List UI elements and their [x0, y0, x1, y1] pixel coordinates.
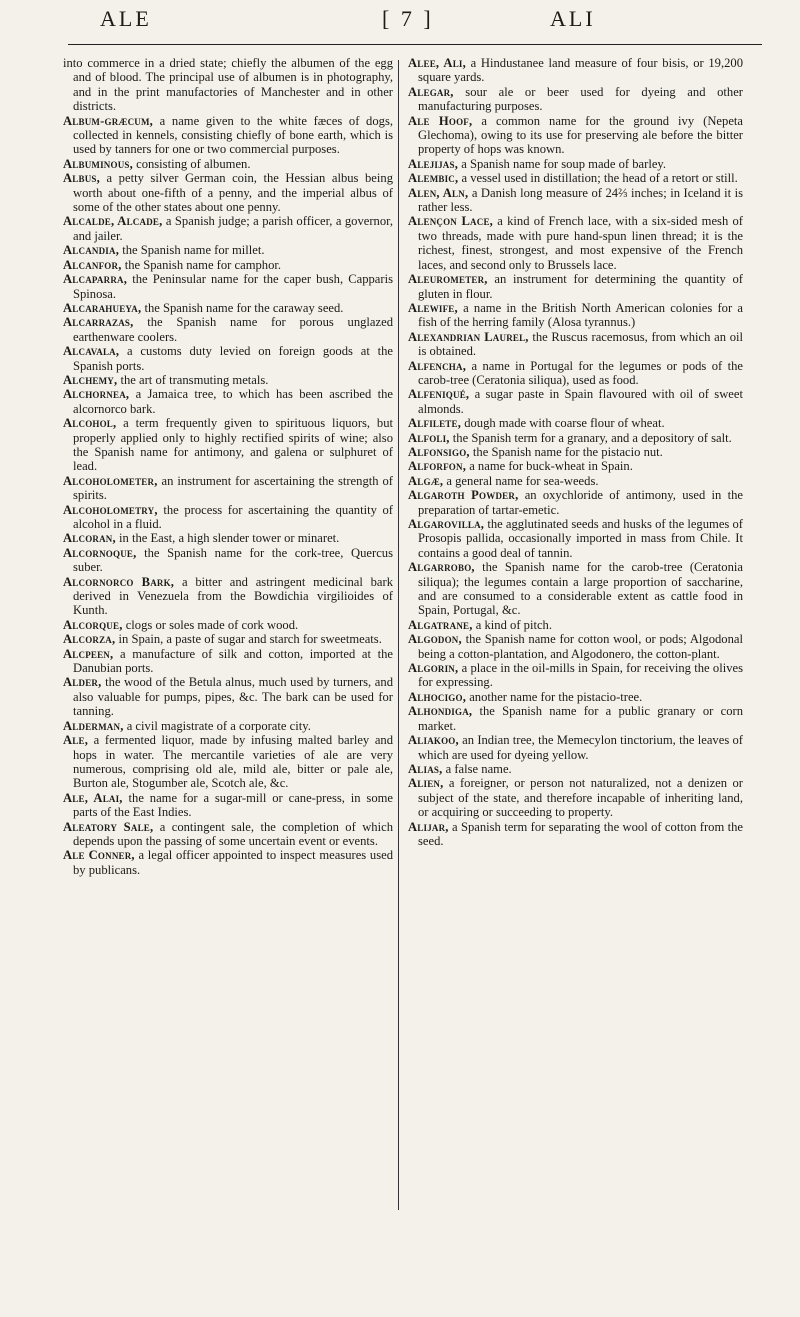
dictionary-entry	[408, 820, 743, 849]
entry-headword: Aleatory Sale,	[63, 819, 154, 834]
entry-headword: Algorin,	[408, 661, 459, 676]
entry-headword: Alembic,	[408, 171, 459, 186]
dictionary-entry	[63, 301, 393, 315]
column-divider	[398, 60, 399, 1210]
entry-headword: Alcoholometry,	[63, 502, 158, 517]
dictionary-entry	[408, 618, 743, 632]
entry-headword: Alcandia,	[63, 243, 120, 258]
entry-headword: Ale Conner,	[63, 848, 135, 863]
entry-definition: a kind of French lace, with a six-sided mesh of two threads, made with pure hand-spun linen thread; it is the richest, finest, strongest, and most expensive of the French laces, and second only to Brussels lace.	[418, 214, 743, 272]
dictionary-entry	[408, 186, 743, 215]
dictionary-entry	[408, 445, 743, 459]
page-number: [ 7 ]	[382, 6, 434, 31]
dictionary-entry	[408, 488, 743, 517]
entry-definition: a false name.	[442, 761, 512, 776]
entry-definition: an instrument for determining the quantity of gluten in flour.	[418, 272, 743, 301]
entry-definition: consisting of albumen.	[132, 156, 251, 171]
dictionary-entry	[63, 56, 393, 114]
dictionary-entry	[408, 416, 743, 430]
dictionary-entry	[63, 258, 393, 272]
entry-headword: Algæ,	[408, 473, 444, 488]
entry-definition: an oxychloride of antimony, used in the preparation of tartar-emetic.	[418, 488, 743, 517]
entry-headword: Alejijas,	[408, 156, 459, 171]
entry-headword: Alcoran,	[63, 531, 116, 546]
entry-headword: Algatrane,	[408, 617, 473, 632]
entry-headword: Alijar,	[408, 819, 449, 834]
header-rule	[68, 44, 762, 45]
dictionary-entry	[63, 315, 393, 344]
entry-headword: Alegar,	[408, 84, 454, 99]
entry-definition: the Spanish term for a granary, and a depository of salt.	[449, 430, 732, 445]
dictionary-entry	[63, 243, 393, 257]
entry-definition: sour ale or beer used for dyeing and other manufacturing purposes.	[418, 84, 743, 114]
dictionary-entry	[408, 214, 743, 272]
entry-definition: the Spanish name for camphor.	[121, 257, 282, 272]
entry-definition: a general name for sea-weeds.	[443, 473, 599, 488]
entry-headword: Ale,	[63, 733, 89, 748]
entry-headword: Alhocigo,	[408, 689, 467, 704]
dictionary-entry	[63, 618, 393, 632]
entry-headword: Ale Hoof,	[408, 113, 473, 128]
entry-definition: the Spanish name for the carob-tree (Ceratonia siliqua); the legumes contain a large proportion of saccharine, and are consumed to a considerable extent as cattle food in Spain, Portugal, &c.	[418, 560, 743, 618]
entry-definition: the name for a sugar-mill or cane-press, in some parts of the East Indies.	[73, 790, 393, 820]
entry-definition: a place in the oil-mills in Spain, for receiving the olives for expressing.	[418, 661, 743, 690]
dictionary-entry	[408, 560, 743, 618]
entry-headword: Alcavala,	[63, 344, 120, 359]
entry-definition: a Spanish term for separating the wool of cotton from the seed.	[418, 819, 743, 848]
dictionary-entry	[63, 647, 393, 676]
entry-definition: the Spanish name for porous unglazed earthenware coolers.	[73, 315, 393, 344]
entry-headword: Alderman,	[63, 718, 124, 733]
header-right-guideword: ALI	[550, 6, 596, 31]
entry-definition: a Spanish name for soup made of barley.	[458, 156, 667, 171]
entry-headword: Albus,	[63, 171, 100, 186]
dictionary-entry	[408, 704, 743, 733]
entry-definition: a sugar paste in Spain flavoured with oil of sweet almonds.	[418, 387, 743, 416]
dictionary-entry	[408, 56, 743, 85]
entry-headword: Alcaparra,	[63, 272, 128, 287]
entry-definition: a civil magistrate of a corporate city.	[123, 718, 311, 733]
dictionary-entry	[63, 214, 393, 243]
entry-definition: the Spanish name for the caraway seed.	[141, 300, 344, 315]
dictionary-entry	[63, 474, 393, 503]
entry-definition: a contingent sale, the completion of which depends upon the passing of some uncertain event or events.	[73, 819, 393, 848]
entry-definition: into commerce in a dried state; chiefly the albumen of the egg and of blood. The principal use of albumen is in photography, and in the print manufactories of Manchester and in other districts.	[63, 56, 393, 114]
entry-definition: in the East, a high slender tower or minaret.	[115, 531, 340, 546]
entry-definition: the Spanish name for cotton wool, or pods; Algodonal being a cotton-plantation, and Algodonero, the cotton-plant.	[418, 632, 743, 661]
entry-headword: Alen, Aln,	[408, 185, 469, 200]
entry-definition: a term frequently given to spirituous liquors, but properly applied only to highly rectified spirits of wine; also the Spanish name for antimony, and galena or sulphuret of lead.	[73, 416, 393, 474]
entry-headword: Algarovilla,	[408, 517, 485, 531]
entry-definition: a petty silver German coin, the Hessian albus being worth about one-fifth of a penny, and the imperial albus of some of the other states about one penny.	[73, 171, 393, 215]
entry-definition: a kind of pitch.	[472, 617, 552, 632]
dictionary-entry	[63, 791, 393, 820]
dictionary-entry	[63, 531, 393, 545]
entry-definition: the Spanish name for the pistacio nut.	[469, 444, 663, 459]
dictionary-entry	[63, 373, 393, 387]
entry-headword: Algarrobo,	[408, 560, 475, 575]
dictionary-entry	[408, 661, 743, 690]
entry-definition: a foreigner, or person not naturalized, not a denizen or subject of the state, and therefore incapable of inheriting land, or acquiring or succeeding to property.	[418, 776, 743, 820]
entry-headword: Alewife,	[408, 300, 458, 315]
entry-headword: Alfilete,	[408, 416, 462, 431]
entry-definition: dough made with coarse flour of wheat.	[461, 416, 665, 431]
dictionary-entry	[63, 272, 393, 301]
entry-headword: Alder,	[63, 675, 102, 690]
entry-headword: Alchemy,	[63, 372, 118, 387]
dictionary-entry	[408, 171, 743, 185]
dictionary-entry	[408, 330, 743, 359]
entry-headword: Alcalde, Alcade,	[63, 214, 163, 229]
entry-definition: the Peninsular name for the caper bush, Capparis Spinosa.	[73, 272, 393, 301]
entry-headword: Alfoli,	[408, 430, 450, 445]
entry-definition: the Spanish name for the cork-tree, Quercus suber.	[73, 545, 393, 575]
dictionary-entry	[63, 503, 393, 532]
entry-headword: Alfonsigo,	[408, 444, 470, 459]
entry-definition: a Danish long measure of 24⅔ inches; in Iceland it is rather less.	[418, 185, 743, 215]
entry-definition: clogs or soles made of cork wood.	[122, 617, 299, 632]
dictionary-entry	[63, 632, 393, 646]
dictionary-entry	[408, 85, 743, 114]
entry-headword: Alcorza,	[63, 632, 116, 647]
entry-headword: Alchornea,	[63, 387, 130, 402]
dictionary-entry	[63, 546, 393, 575]
entry-headword: Alhondiga,	[408, 704, 473, 719]
entry-definition: a manufacture of silk and cotton, imported at the Danubian ports.	[73, 646, 393, 676]
dictionary-entry	[408, 272, 743, 301]
dictionary-entry	[408, 114, 743, 157]
dictionary-entry	[63, 575, 393, 618]
dictionary-entry	[63, 719, 393, 733]
dictionary-entry	[408, 632, 743, 661]
entry-definition: the Ruscus racemosus, from which an oil is obtained.	[418, 329, 743, 359]
dictionary-entry	[408, 776, 743, 819]
dictionary-entry	[63, 157, 393, 171]
dictionary-entry	[408, 459, 743, 473]
entry-headword: Algaroth Powder,	[408, 488, 519, 503]
entry-headword: Albuminous,	[63, 156, 133, 171]
entry-headword: Ale, Alai,	[63, 790, 123, 805]
entry-definition: a common name for the ground ivy (Nepeta Glechoma), owing to its use for preserving ale before the bitter property of hops was known.	[418, 113, 743, 157]
dictionary-entry	[408, 690, 743, 704]
dictionary-entry	[408, 301, 743, 330]
entry-definition: a Jamaica tree, to which has been ascribed the alcornorco bark.	[73, 387, 393, 416]
entry-headword: Alforfon,	[408, 459, 467, 474]
entry-definition: a Spanish judge; a parish officer, a governor, and jailer.	[73, 214, 393, 243]
dictionary-entry	[63, 416, 393, 474]
dictionary-entry	[63, 848, 393, 877]
entry-definition: a fermented liquor, made by infusing malted barley and hops in water. The mercantile varieties of ale are very numerous, comprising old ale, mild ale, bitter or pale ale, Burton ale, Stogumber ale, Scotch ale, &c.	[73, 733, 393, 791]
dictionary-entry	[63, 344, 393, 373]
entry-headword: Alee, Ali,	[408, 56, 466, 70]
entry-headword: Alfeniqué,	[408, 387, 470, 402]
dictionary-entry	[408, 517, 743, 560]
dictionary-entry	[408, 387, 743, 416]
entry-definition: the Spanish name for millet.	[119, 243, 265, 258]
entry-definition: the Spanish name for a public granary or corn market.	[418, 704, 743, 733]
entry-headword: Algodon,	[408, 632, 462, 647]
dictionary-entry	[408, 474, 743, 488]
entry-definition: a name given to the white fæces of dogs, collected in kennels, consisting chiefly of bone earth, which is used by tanners for one or two commercial purposes.	[73, 113, 393, 157]
entry-definition: a bitter and astringent medicinal bark derived in Venezuela from the Bowdichia virgilioides of Kunth.	[73, 574, 394, 618]
entry-headword: Alias,	[408, 761, 443, 776]
dictionary-entry	[63, 114, 393, 157]
entry-definition: a customs duty levied on foreign goods at the Spanish ports.	[73, 344, 393, 373]
entry-headword: Alcarahueya,	[63, 300, 142, 315]
entry-headword: Alcoholometer,	[63, 473, 158, 488]
dictionary-entry	[63, 820, 393, 849]
dictionary-entry	[63, 387, 393, 416]
dictionary-entry	[408, 733, 743, 762]
dictionary-entry	[408, 431, 743, 445]
dictionary-entry	[63, 675, 393, 718]
entry-headword: Aleurometer,	[408, 272, 488, 287]
entry-headword: Alcarrazas,	[63, 315, 134, 330]
entry-definition: a legal officer appointed to inspect measures used by publicans.	[73, 848, 393, 877]
dictionary-entry	[63, 171, 393, 214]
entry-definition: the process for ascertaining the quantity of alcohol in a fluid.	[73, 502, 393, 531]
entry-headword: Alcpeen,	[63, 646, 114, 661]
entry-definition: the agglutinated seeds and husks of the legumes of Prosopis pallida, occasionally imported in mass from Chile. It contains a good deal of tannin.	[418, 517, 743, 560]
entry-definition: a vessel used in distillation; the head of a retort or still.	[458, 171, 738, 186]
entry-headword: Album-græcum,	[63, 113, 154, 128]
entry-headword: Alexandrian Laurel,	[408, 329, 529, 344]
entry-definition: a name for buck-wheat in Spain.	[466, 459, 633, 474]
entry-definition: the wood of the Betula alnus, much used by turners, and also valuable for pumps, pipes, &c. The bark can be used for tanning.	[73, 675, 393, 719]
entry-headword: Alençon Lace,	[408, 214, 494, 229]
entry-headword: Alcornoque,	[63, 545, 137, 560]
entry-headword: Alfencha,	[408, 358, 467, 373]
entry-definition: the art of transmuting metals.	[117, 372, 269, 387]
entry-definition: an instrument for ascertaining the strength of spirits.	[73, 473, 393, 503]
dictionary-entry	[63, 733, 393, 791]
entry-headword: Aliakoo,	[408, 733, 459, 748]
dictionary-entry	[408, 762, 743, 776]
entry-headword: Alcornorco Bark,	[63, 574, 175, 589]
header-left-guideword: ALE	[100, 6, 152, 31]
entry-headword: Alcorque,	[63, 617, 123, 632]
entry-definition: another name for the pistacio-tree.	[466, 689, 643, 704]
dictionary-entry	[408, 359, 743, 388]
entry-definition: a name in Portugal for the legumes or pods of the carob-tree (Ceratonia siliqua), used as food.	[418, 358, 743, 387]
page-header	[60, 6, 740, 40]
left-column	[63, 56, 393, 877]
right-column	[408, 56, 743, 848]
dictionary-entry	[408, 157, 743, 171]
entry-definition: a Hindustanee land measure of four bisis, or 19,200 square yards.	[418, 56, 743, 85]
entry-definition: in Spain, a paste of sugar and starch for sweetmeats.	[115, 632, 382, 647]
entry-headword: Alcanfor,	[63, 257, 122, 272]
entry-definition: an Indian tree, the Memecylon tinctorium, the leaves of which are used for dyeing yellow.	[418, 733, 743, 762]
entry-headword: Alcohol,	[63, 416, 117, 431]
entry-definition: a name in the British North American colonies for a fish of the herring family (Alosa tyrannus.)	[418, 300, 743, 330]
entry-headword: Alien,	[408, 776, 444, 791]
